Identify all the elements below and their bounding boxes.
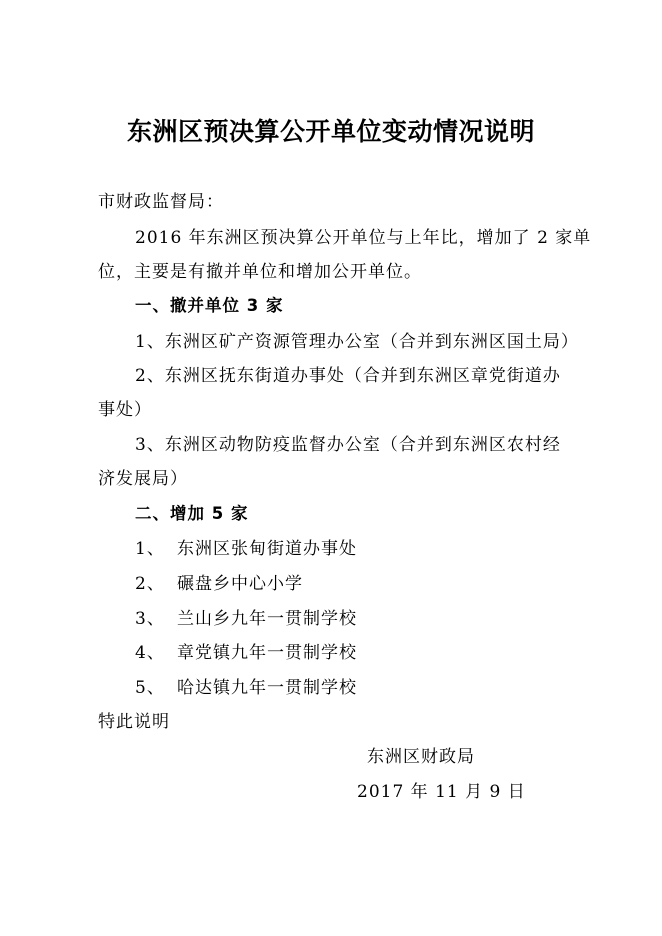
added-item — [135, 572, 303, 596]
merged-item-3: 3、东洲区动物防疫监督办公室（合并到东洲区农村经 — [135, 435, 561, 455]
salutation: 市财政监督局： — [98, 192, 224, 212]
added-item-text: 兰山乡九年一贯制学校 — [177, 609, 357, 629]
merged-item-1: 1、东洲区矿产资源管理办公室（合并到东洲区国土局） — [135, 332, 579, 352]
added-item-text: 章党镇九年一贯制学校 — [177, 643, 357, 663]
intro-line-2: 位，主要是有撤并单位和增加公开单位。 — [98, 262, 422, 282]
added-item-number: 4、 — [135, 643, 165, 663]
closing-remark: 特此说明 — [98, 712, 170, 732]
merged-item-2: 2、东洲区抚东街道办事处（合并到东洲区章党街道办 — [135, 366, 561, 386]
document-title: 东洲区预决算公开单位变动情况说明 — [126, 117, 535, 146]
merged-item-2-continued: 事处） — [98, 400, 152, 420]
added-item-number: 3、 — [135, 609, 165, 629]
intro-line-1: 2016 年东洲区预决算公开单位与上年比，增加了 2 家单 — [135, 228, 592, 248]
signature-date: 2017 年 11 月 9 日 — [357, 782, 526, 802]
added-item — [135, 676, 357, 700]
added-item-text: 东洲区张甸街道办事处 — [177, 539, 357, 559]
added-item-number: 5、 — [135, 678, 165, 698]
added-item-number: 1、 — [135, 539, 165, 559]
added-item — [135, 641, 357, 665]
added-item-text: 哈达镇九年一贯制学校 — [177, 678, 357, 698]
added-item — [135, 607, 357, 631]
section-heading-added: 二、增加 5 家 — [135, 504, 249, 523]
signature-organization: 东洲区财政局 — [367, 747, 475, 767]
section-heading-merged: 一、撤并单位 3 家 — [135, 296, 284, 315]
added-item-text: 碾盘乡中心小学 — [177, 574, 303, 594]
merged-item-3-continued: 济发展局） — [98, 469, 188, 489]
added-item-number: 2、 — [135, 574, 165, 594]
added-item — [135, 537, 357, 561]
